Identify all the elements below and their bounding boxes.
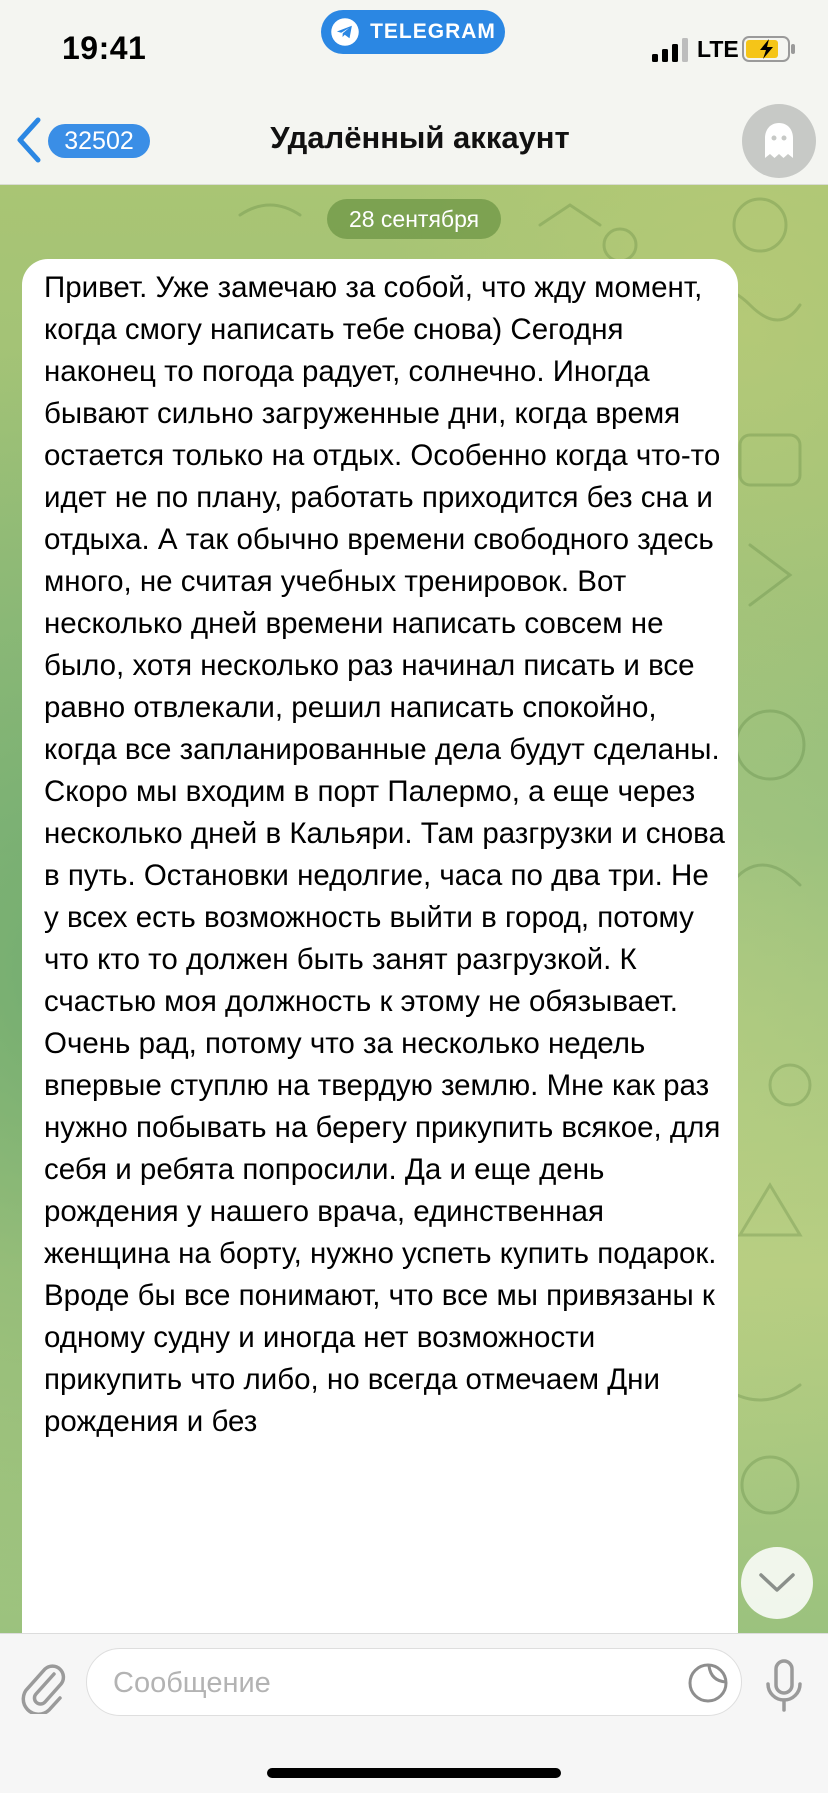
date-separator: 28 сентября <box>327 199 501 239</box>
unread-count-badge[interactable]: 32502 <box>48 124 150 158</box>
input-bar <box>0 1633 828 1793</box>
avatar[interactable] <box>742 104 816 178</box>
microphone-icon[interactable] <box>762 1658 806 1714</box>
message-bubble[interactable] <box>22 259 738 1633</box>
scroll-down-button[interactable] <box>741 1547 813 1619</box>
message-paragraph: Скоро мы входим в порт Палермо, а еще через несколько дней в Кальяри. Там разгрузки и снова в путь. Остановки недолгие, часа по два три. Не у всех есть возможность выйти в город, потому что кто то должен быть занят разгрузкой. К счастью моя должность к этому не обязывает. Очень рад, потому что за несколько недель впервые ступлю на твердую землю. Мне как раз нужно побывать на берегу прикупить всякое, для себя и ребята попросили. Да и еще день рождения у нашего врача, единственная женщина на борту, нужно успеть купить подарок. Вроде бы все понимают, что все мы привязаны к одному судну и иногда нет возможности прикупить что либо, но всегда отмечаем Дни рождения и без <box>44 775 725 1438</box>
message-text <box>44 267 730 1443</box>
chat-area[interactable] <box>0 185 828 1633</box>
telegram-plane-icon <box>330 17 360 47</box>
message-input[interactable] <box>111 1661 675 1705</box>
top-bar <box>0 0 828 185</box>
chat-title[interactable]: Удалённый аккаунт <box>270 120 570 155</box>
network-label: LTE <box>697 36 739 62</box>
status-time: 19:41 <box>62 30 147 66</box>
chevron-left-icon[interactable] <box>14 116 44 164</box>
telegram-pill-label: TELEGRAM <box>370 20 496 43</box>
paperclip-icon[interactable] <box>20 1660 66 1714</box>
home-indicator <box>267 1768 561 1778</box>
battery-charging-icon <box>742 36 796 62</box>
chevron-down-icon <box>758 1572 796 1594</box>
ghost-icon <box>762 122 796 160</box>
signal-icon <box>652 38 688 62</box>
message-input-field[interactable] <box>86 1648 742 1716</box>
message-paragraph: Привет. Уже замечаю за собой, что жду момент, когда смогу написать тебе снова) Сегодня наконец то погода радует, солнечно. Иногда бывают сильно загруженные дни, когда время остается только на отдых. Особенно когда что-то идет не по плану, работать приходится без сна и отдыха. А так обычно времени свободного здесь много, не считая учебных тренировок. Вот несколько дней времени написать совсем не было, хотя несколько раз начинал писать и все равно отвлекали, решил написать спокойно, когда все запланированные дела будут сделаны. <box>44 271 721 766</box>
sticker-icon[interactable] <box>687 1662 729 1704</box>
telegram-pill[interactable] <box>321 10 505 54</box>
